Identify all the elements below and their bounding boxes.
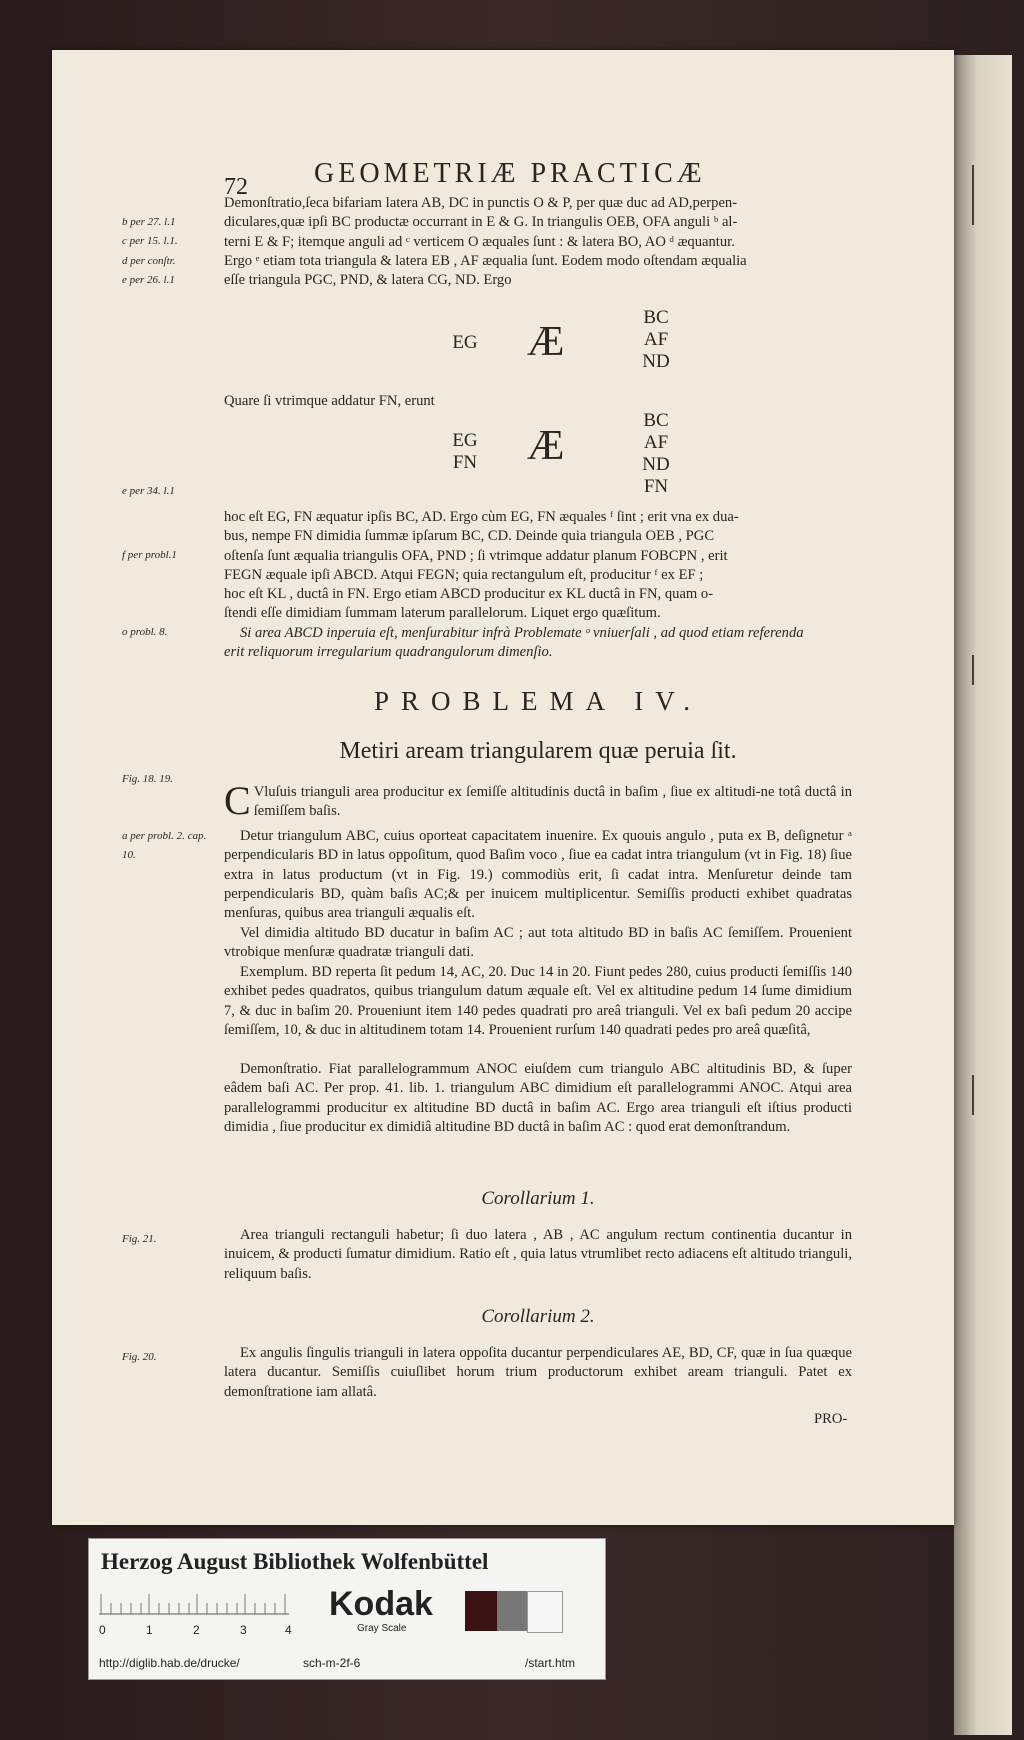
running-title: GEOMETRIÆ PRACTICÆ xyxy=(314,158,706,189)
intro-paragraph xyxy=(224,194,852,290)
intro-line: eſſe triangula PGC, PND, & latera CG, ND. Ergo xyxy=(224,272,512,289)
eq1-left: EG xyxy=(452,332,478,353)
fig-reference: Fig. 18. 19. xyxy=(122,773,174,785)
intro-line: terni E & F; itemque anguli ad ᶜ verticem O æquales ſunt : & latera BO, AO ᵈ æquantur. xyxy=(224,233,735,250)
eq2-right-item: BC xyxy=(643,410,669,431)
eq1-right xyxy=(636,307,676,373)
eq2-right-item: FN xyxy=(643,476,669,497)
catchword: PRO- xyxy=(814,1411,848,1427)
intro-line: Ergo ᵉ etiam tota triangula & latera EB , AF æqualia ſunt. Eodem modo oſtendam æqualia xyxy=(224,252,747,269)
eq2-right xyxy=(636,410,676,498)
margin-note: e per 34. l.1 xyxy=(122,485,175,497)
eq2-ae-symbol: Æ xyxy=(527,423,565,469)
margin-note: e per 26. l.1 xyxy=(122,273,175,286)
corollary-2-text: Ex angulis ſingulis trianguli in latera oppoſita ducantur perpendiculares AE, BD, CF, quæ in ſua quæque latera ducantur. Semiſſis cuiuſlibet horum trium productorum exhibet aream trianguli. Patet ex demonſtratione iam allatâ. xyxy=(224,1345,852,1400)
url-right: /start.htm xyxy=(525,1656,576,1670)
drop-cap: C xyxy=(224,778,251,823)
intro-margin-notes xyxy=(122,213,222,290)
url-mid: sch-m-2f-6 xyxy=(303,1656,361,1670)
para-vel: Vel dimidia altitudo BD ducatur in baſim AC ; aut tota altitudo BD in baſis AC ſemiſſem. Prouenient vtrobique menſuræ quadratæ trianguli dati. xyxy=(224,925,852,961)
margin-note: c per 15. l.1. xyxy=(122,235,178,248)
library-color-card xyxy=(88,1538,606,1680)
para-detur: Detur triangulum ABC, cuius oporteat capacitatem inuenire. Ex quouis angulo , puta ex B, deſignetur ᵃ perpendicularis BD in latus oppoſitum, quod Baſim voco , ſiue ea cadat intra triangulum (vt in Fig. 18) ſiue extra in latus productum (vt in Fig. 19.) commodiùs erit, ſi cadat intra. Menſuretur deinde tam perpendicularis BD, quàm baſis AC;& per inuicem multiplicentur. Semiſſis producti exhibet quadratas menſuras, quibus area trianguli æqualis eſt. xyxy=(224,828,852,922)
margin-note: b per 27. l.1 xyxy=(122,216,176,228)
ruler-number: 2 xyxy=(193,1623,200,1637)
quare-line: Quare ſi vtrimque addatur FN, erunt xyxy=(224,393,435,409)
kodak-logo: Kodak xyxy=(329,1585,433,1623)
gray-scale-label: Gray Scale xyxy=(357,1623,407,1634)
margin-note: a per probl. 2. cap. 10. xyxy=(122,830,207,862)
eq2-right-item: ND xyxy=(642,454,670,475)
margin-note: d per conſtr. xyxy=(122,254,176,267)
hoc-italic-line: erit reliquorum irregularium quadrangulorum dimenſio. xyxy=(224,644,553,661)
library-name: Herzog August Bibliothek Wolfenbüttel xyxy=(101,1549,489,1574)
para-exemplum: Exemplum. BD reperta ſit pedum 14, AC, 20. Duc 14 in 20. Fiunt pedes 280, cuius producti ſemiſſis 140 exhibet pedes quadratos, quibus triangulum datum æquale eſt. Vel ex altitudine pedum 14 ſume dimidium 7, & duc in baſim 20. Proueniunt item 140 pedes quadrati pro areâ trianguli. Vel ex baſi pedum 20 accipe ſemiſſem, 10, & duc in altitudinem totam 14. Prouenient rurſum 140 quadrati pedes pro areâ quæſitâ, xyxy=(224,964,852,1038)
intro-line: diculares,quæ ipſi BC productæ occurrant in E & G. In triangulis OEB, OFA anguli ᵇ al- xyxy=(224,214,738,231)
hoc-paragraph xyxy=(224,508,852,662)
hoc-line: oſtenſa ſunt æqualia triangulis OFA, PND ; ſi vtrimque addatur planum FOBCPN , erit xyxy=(224,547,728,564)
eq2-right-item: AF xyxy=(643,432,669,453)
eq1-right-item: AF xyxy=(643,329,669,350)
intro-line: Demonſtratio,ſeca bifariam latera AB, DC in punctis O & P, per quæ duc ad AD,perpen- xyxy=(224,195,738,211)
problem-subtitle: Metiri aream triangularem quæ peruia ſit. xyxy=(339,738,737,764)
margin-note: f per probl.1 xyxy=(122,549,177,561)
hoc-line: hoc eſt KL , ductâ in FN. Ergo etiam ABCD producitur ex KL ductâ in FN, quam o- xyxy=(224,586,714,603)
color-patch-dark xyxy=(465,1591,497,1631)
color-patch-gray xyxy=(497,1591,527,1631)
corollary-2-title: Corollarium 2. xyxy=(481,1306,595,1327)
para-opening xyxy=(224,778,852,823)
facing-page-edge xyxy=(954,55,1012,1735)
para-demonstratio: Demonſtratio. Fiat parallelogrammum ANOC eiuſdem cum triangulo ABC altitudinis BD, & ſuper eâdem baſi AC. Per prop. 41. lib. 1. triangulum ABC dimidium eſt parallelogrammi ANOC. Atqui area parallelogrammi producitur ex altitudine BD ductâ in baſim AC. Ergo area trianguli eſt iſtius producti dimidia , ſiue producitur ex dimidiâ altitudine BD ductâ in baſim AC : quod erat demonſtrandum. xyxy=(224,1061,852,1135)
hoc-line: bus, nempe FN dimidia ſummæ ipſarum BC, CD. Deinde quia triangula OEB , PGC xyxy=(224,528,715,545)
eq1-ae-symbol: Æ xyxy=(527,319,565,365)
problem-title: PROBLEMA IV. xyxy=(373,686,703,716)
hoc-line: hoc eſt EG, FN æquatur ipſis BC, AD. Ergo cùm EG, FN æquales ᶠ ſint ; erit vna ex dua- xyxy=(224,509,739,525)
hoc-line: FEGN æquale ipſi ABCD. Atqui FEGN; quia rectangulum eſt, producitur ᶠ ex EF ; xyxy=(224,566,704,583)
corollary-1-title: Corollarium 1. xyxy=(481,1188,595,1209)
hoc-italic-line: Si area ABCD inperuia eſt, menſurabitur infrà Problemate ᵒ vniuerſali , ad quod etiam referenda xyxy=(240,624,804,641)
eq2-left xyxy=(445,430,485,474)
fig-reference: Fig. 21. xyxy=(122,1233,157,1245)
eq1-right-item: ND xyxy=(642,351,670,372)
ruler-number: 0 xyxy=(99,1623,106,1637)
url-left: http://diglib.hab.de/drucke/ xyxy=(99,1656,240,1670)
page-number: 72 xyxy=(224,174,248,200)
book-page xyxy=(52,50,954,1525)
fig-reference: Fig. 20. xyxy=(122,1351,157,1363)
ruler-number: 3 xyxy=(240,1623,247,1637)
margin-note: o probl. 8. xyxy=(122,626,168,638)
ruler-number: 1 xyxy=(146,1623,153,1637)
ruler-number: 4 xyxy=(285,1623,292,1637)
ruler-scale xyxy=(99,1589,289,1615)
color-patch-white xyxy=(527,1591,563,1633)
para-text: Vluſuis trianguli area producitur ex ſemiſſe altitudinis ductâ in baſim , ſiue ex altitudi-ne totâ ductâ in ſemiſſem baſis. xyxy=(253,784,852,820)
hoc-line: ſtendi eſſe dimidiam ſummam laterum parallelorum. Liquet ergo quæſitum. xyxy=(224,605,661,622)
eq1-right-item: BC xyxy=(643,307,669,328)
eq2-left-item: EG xyxy=(452,430,478,451)
corollary-1-text: Area trianguli rectanguli habetur; ſi duo latera , AB , AC angulum rectum continentia ducantur in inuicem, & producti ſumatur dimidium. Ratio eſt , quia latus vtrumlibet recto adiacens eſt altitudo trianguli, reliquum baſis. xyxy=(224,1227,852,1282)
eq2-left-item: FN xyxy=(452,452,478,473)
